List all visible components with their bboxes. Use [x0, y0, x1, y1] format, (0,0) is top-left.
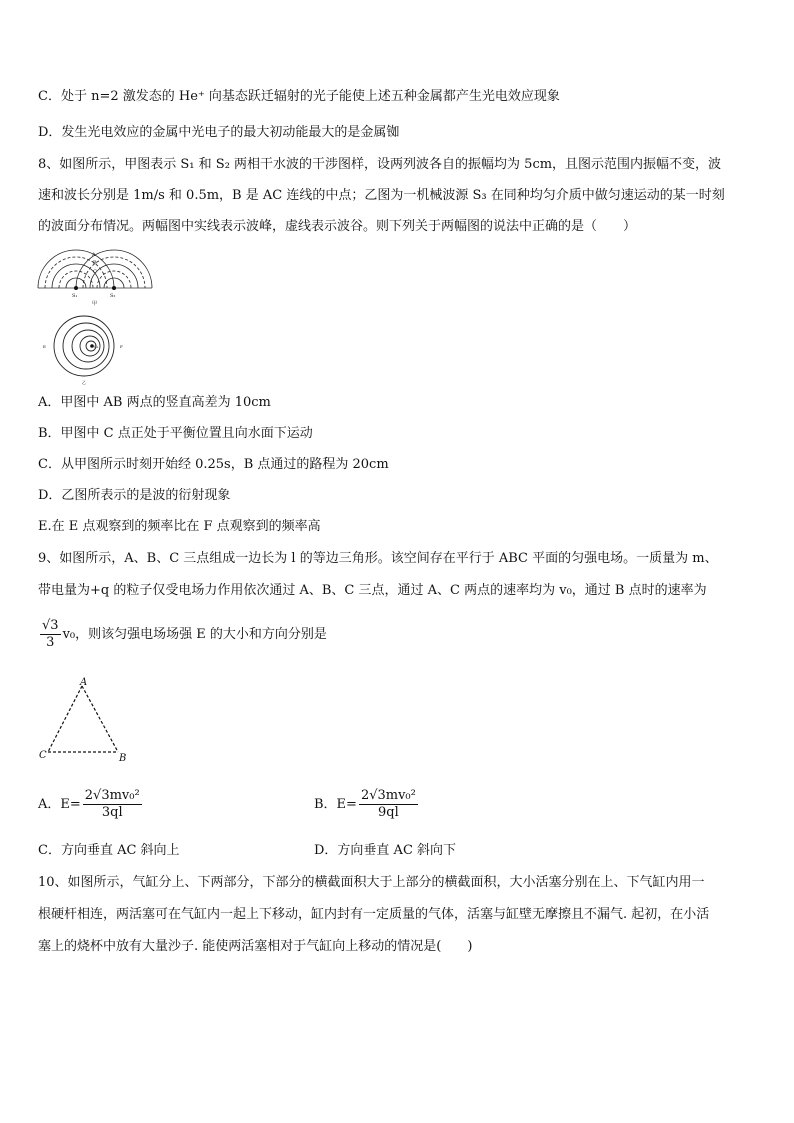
- q9-stem-line-3-tail: v₀，则该匀强电场场强 E 的大小和方向分别是: [62, 627, 327, 642]
- q8-option-b: B．甲图中 C 点正处于平衡位置且向水面下运动: [38, 426, 313, 441]
- point-f-label: F: [120, 344, 123, 349]
- q8-option-e: E.在 E 点观察到的频率比在 F 点观察到的频率高: [38, 519, 321, 534]
- doppler-figure-yi: [40, 312, 130, 386]
- q8-option-d: D．乙图所表示的是波的衍射现象: [38, 488, 231, 503]
- speed-fraction: [40, 618, 61, 651]
- q10-stem-line-2: 根硬杆相连，两活塞可在气缸内一起上下移动，缸内封有一定质量的气体，活塞与缸壁无摩擦且不漏气. 起初，在小活: [38, 907, 710, 922]
- q9-option-a-denominator: 3ql: [101, 805, 123, 820]
- speed-fraction-denominator: 3: [46, 635, 55, 650]
- q8-stem-line-3: 的波面分布情况。两幅图中实线表示波峰，虚线表示波谷。则下列关于两幅图的说法中正确的是（ ）: [38, 219, 637, 234]
- q9-option-c: C．方向垂直 AC 斜向上: [38, 843, 180, 858]
- q9-option-d: D．方向垂直 AC 斜向下: [314, 843, 457, 858]
- q9-option-a-prefix: A．E=: [38, 797, 81, 812]
- speed-fraction-numerator: √3: [42, 618, 59, 633]
- triangle-figure: [36, 674, 136, 764]
- q9-option-a-fraction: [83, 788, 142, 821]
- q9-stem-line-1: 9、如图所示，A、B、C 三点组成一边长为 l 的等边三角形。该空间存在平行于 ABC 平面的匀强电场。一质量为 m、: [38, 551, 718, 566]
- q9-option-a-numerator: 2√3mv₀²: [84, 788, 140, 803]
- figure-yi-caption: 乙: [82, 380, 86, 385]
- q9-option-b-numerator: 2√3mv₀²: [360, 788, 416, 803]
- q9-option-b-fraction: [359, 788, 418, 821]
- point-b-label: B: [93, 260, 97, 266]
- point-c-label: C: [93, 269, 97, 275]
- point-a-label: A: [92, 252, 96, 258]
- q9-stem-line-3: [38, 618, 327, 652]
- q9-option-b: [314, 788, 420, 822]
- vertex-c-label: C: [39, 750, 47, 761]
- vertex-a-label: A: [80, 677, 88, 688]
- source-s2-label: S₂: [110, 293, 116, 299]
- point-e-label: E: [43, 344, 46, 349]
- source-s1-label: S₁: [72, 293, 78, 299]
- q10-stem-line-1: 10、如图所示，气缸分上、下两部分，下部分的横截面积大于上部分的横截面积，大小活塞分别在上、下气缸内用一: [38, 875, 705, 890]
- q9-option-b-prefix: B．E=: [314, 797, 357, 812]
- q9-stem-line-2: 带电量为+q 的粒子仅受电场力作用依次通过 A、B、C 三点，通过 A、C 两点的速率均为 v₀，通过 B 点时的速率为: [38, 583, 707, 598]
- figure-jia-caption: 甲: [92, 301, 98, 306]
- interference-figure-jia: [36, 246, 156, 306]
- q8-stem-line-2: 速和波长分别是 1m/s 和 0.5m，B 是 AC 连线的中点；乙图为一机械波源 S₃ 在同种均匀介质中做匀速运动的某一时刻: [38, 188, 725, 203]
- q7-option-c: C．处于 n=2 激发态的 He⁺ 向基态跃迁辐射的光子能使上述五种金属都产生光电效应现象: [38, 89, 560, 104]
- q9-option-a: [38, 788, 144, 822]
- q9-option-b-denominator: 9ql: [378, 805, 399, 820]
- q8-option-c: C．从甲图所示时刻开始经 0.25s，B 点通过的路程为 20cm: [38, 457, 389, 472]
- vertex-b-label: B: [119, 753, 127, 764]
- q8-option-a: A．甲图中 AB 两点的竖直高差为 10cm: [38, 395, 271, 410]
- source-s3-label: S₃: [94, 344, 99, 349]
- q7-option-d: D．发生光电效应的金属中光电子的最大初动能最大的是金属铷: [38, 125, 400, 140]
- q10-stem-line-3: 塞上的烧杯中放有大量沙子. 能使两活塞相对于气缸向上移动的情况是( ): [38, 939, 473, 954]
- q8-stem-line-1: 8、如图所示，甲图表示 S₁ 和 S₂ 两相干水波的干涉图样，设两列波各自的振幅均为 5cm，且图示范围内振幅不变，波: [38, 157, 722, 172]
